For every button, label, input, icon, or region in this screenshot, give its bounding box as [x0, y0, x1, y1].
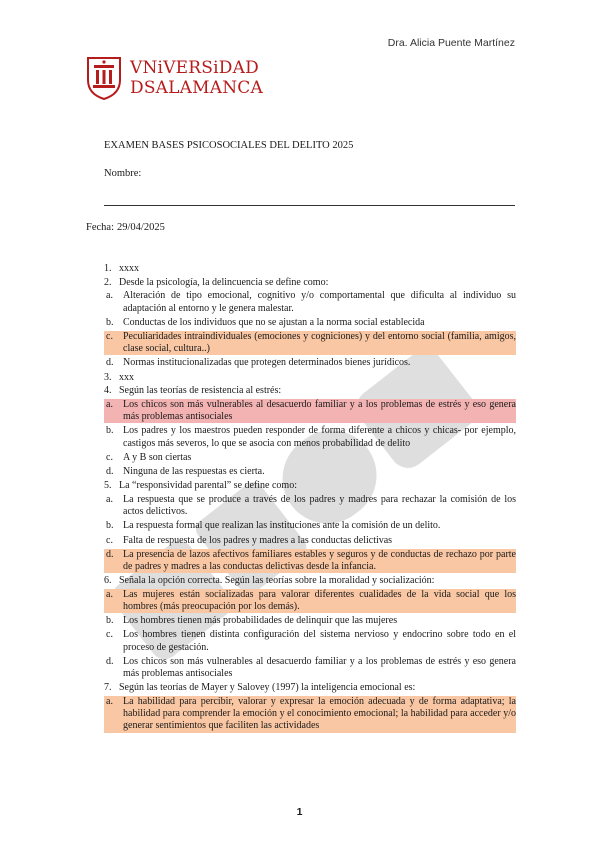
answer-option: [104, 290, 516, 314]
question-number: 5.: [104, 480, 112, 492]
option-letter: c.: [106, 629, 113, 641]
option-text: Falta de respuesta de los padres y madres a las conductas delictivas: [123, 534, 393, 546]
option-text: Ninguna de las respuestas es cierta.: [123, 466, 265, 478]
question-text: xxx: [119, 371, 134, 383]
question-text: La “responsividad parental” se define como:: [119, 480, 297, 492]
answer-option: [104, 331, 516, 355]
question-text: Señala la opción correcta. Según las teorías sobre la moralidad y socialización:: [119, 575, 435, 587]
option-letter: b.: [106, 520, 114, 532]
answer-option: [104, 549, 516, 573]
exam-date: [86, 222, 165, 233]
option-letter: b.: [106, 425, 114, 437]
option-letter: a.: [106, 290, 113, 302]
option-letter: d.: [106, 548, 114, 560]
question-number: 7.: [104, 682, 112, 694]
question-number: 1.: [104, 263, 112, 274]
option-text: Los padres y los maestros pueden responder de forma diferente a chicos y chicas- por ejemplo, castigos más severos, lo que se asocia con menos probabilidad de delito: [123, 425, 516, 449]
question-text: Según las teorías de resistencia al estrés:: [119, 385, 282, 397]
question-item: [104, 575, 516, 587]
option-text: Los chicos son más vulnerables al desacuerdo familiar y a los problemas de estrés y eso genera más problemas antisociales: [123, 399, 516, 423]
option-letter: d.: [106, 655, 114, 667]
option-letter: a.: [106, 588, 113, 600]
option-letter: a.: [106, 493, 113, 505]
answer-option: [104, 452, 516, 464]
answer-option: [104, 357, 516, 369]
answer-option: [104, 696, 516, 733]
university-seal-icon: [84, 56, 124, 100]
question-number: 6.: [104, 575, 112, 587]
option-letter: d.: [106, 466, 114, 478]
question-item: [104, 385, 516, 397]
university-wordmark: [130, 58, 263, 98]
question-item: [104, 277, 516, 289]
option-text: Los chicos son más vulnerables al desacuerdo familiar y a los problemas de estrés y eso genera más problemas antisociales: [123, 655, 516, 680]
option-letter: b.: [106, 615, 114, 627]
question-text: Desde la psicología, la delincuencia se define como:: [119, 276, 329, 288]
question-item: [104, 372, 516, 384]
option-letter: c.: [106, 451, 113, 463]
option-letter: c.: [106, 534, 113, 546]
question-item: [104, 682, 516, 694]
date-label: Fecha:: [86, 222, 114, 233]
question-text: xxxx: [119, 263, 139, 274]
option-text: La habilidad para percibir, valorar y expresar la emoción adecuada y de forma adaptativa; la habilidad para comprender la emoción y el conocimiento emocional; la habilidad para acceder y/o generar sentimientos que faciliten las actividades: [123, 696, 516, 732]
question-number: 3.: [104, 371, 112, 383]
question-item: [104, 263, 516, 275]
answer-option: [104, 629, 516, 653]
option-text: Conductas de los individuos que no se ajustan a la norma social establecida: [123, 316, 425, 328]
question-number: 2.: [104, 276, 112, 288]
option-text: La respuesta que se produce a través de los padres y madres para rechazar la comisión de los actos delictivos.: [123, 493, 516, 518]
answer-option: [104, 589, 516, 613]
answer-option: [104, 466, 516, 478]
answer-option: [104, 317, 516, 329]
question-number: 4.: [104, 385, 112, 397]
answer-option: [104, 399, 516, 423]
option-letter: a.: [106, 696, 113, 707]
answer-option: [104, 425, 516, 449]
option-text: A y B son ciertas: [123, 451, 192, 463]
university-name-line2: DSALAMANCA: [130, 78, 263, 98]
option-letter: b.: [106, 316, 114, 328]
answer-option: [104, 615, 516, 627]
page-number: 1: [296, 806, 303, 818]
question-text: Según las teorías de Mayer y Salovey (1997) la inteligencia emocional es:: [119, 682, 416, 694]
option-letter: c.: [106, 331, 113, 343]
name-underline: [104, 205, 515, 206]
option-text: Las mujeres están socializadas para valorar diferentes cualidades de la vida social que los hombres (más preocupación por los demás).: [123, 588, 516, 613]
answer-option: [104, 494, 516, 518]
answer-option: [104, 535, 516, 547]
question-list: [104, 263, 516, 735]
option-text: La respuesta formal que realizan las instituciones ante la comisión de un delito.: [123, 520, 441, 532]
question-item: [104, 480, 516, 492]
option-text: Normas institucionalizadas que protegen determinados bienes jurídicos.: [123, 357, 411, 369]
option-letter: d.: [106, 357, 114, 369]
author-name: Dra. Alicia Puente Martínez: [387, 37, 515, 49]
option-letter: a.: [106, 399, 113, 411]
option-text: La presencia de lazos afectivos familiares estables y seguros y de conductas de rechazo por parte de padres y madres a las conductas delictivas desde la infancia.: [123, 548, 516, 572]
university-name-line1: VNiVERSiDAD: [130, 58, 259, 78]
option-text: Los hombres tienen distinta configuración del sistema nervioso y endocrino sobre todo en el proceso de gestación.: [123, 629, 516, 653]
name-label: Nombre:: [104, 168, 142, 179]
answer-option: [104, 656, 516, 680]
option-text: Alteración de tipo emocional, cognitivo y/o comportamental que dificulta al individuo su adaptación al entorno y le genera malestar.: [123, 290, 516, 314]
exam-title: EXAMEN BASES PSICOSOCIALES DEL DELITO 2025: [104, 140, 354, 151]
option-text: Peculiaridades intraindividuales (emociones y cogniciones) y del entorno social (familia, amigos, clase social, cultura..): [123, 331, 516, 355]
answer-option: [104, 520, 516, 532]
option-text: Los hombres tienen más probabilidades de delinquir que las mujeres: [123, 615, 398, 627]
date-value: 29/04/2025: [117, 222, 165, 233]
